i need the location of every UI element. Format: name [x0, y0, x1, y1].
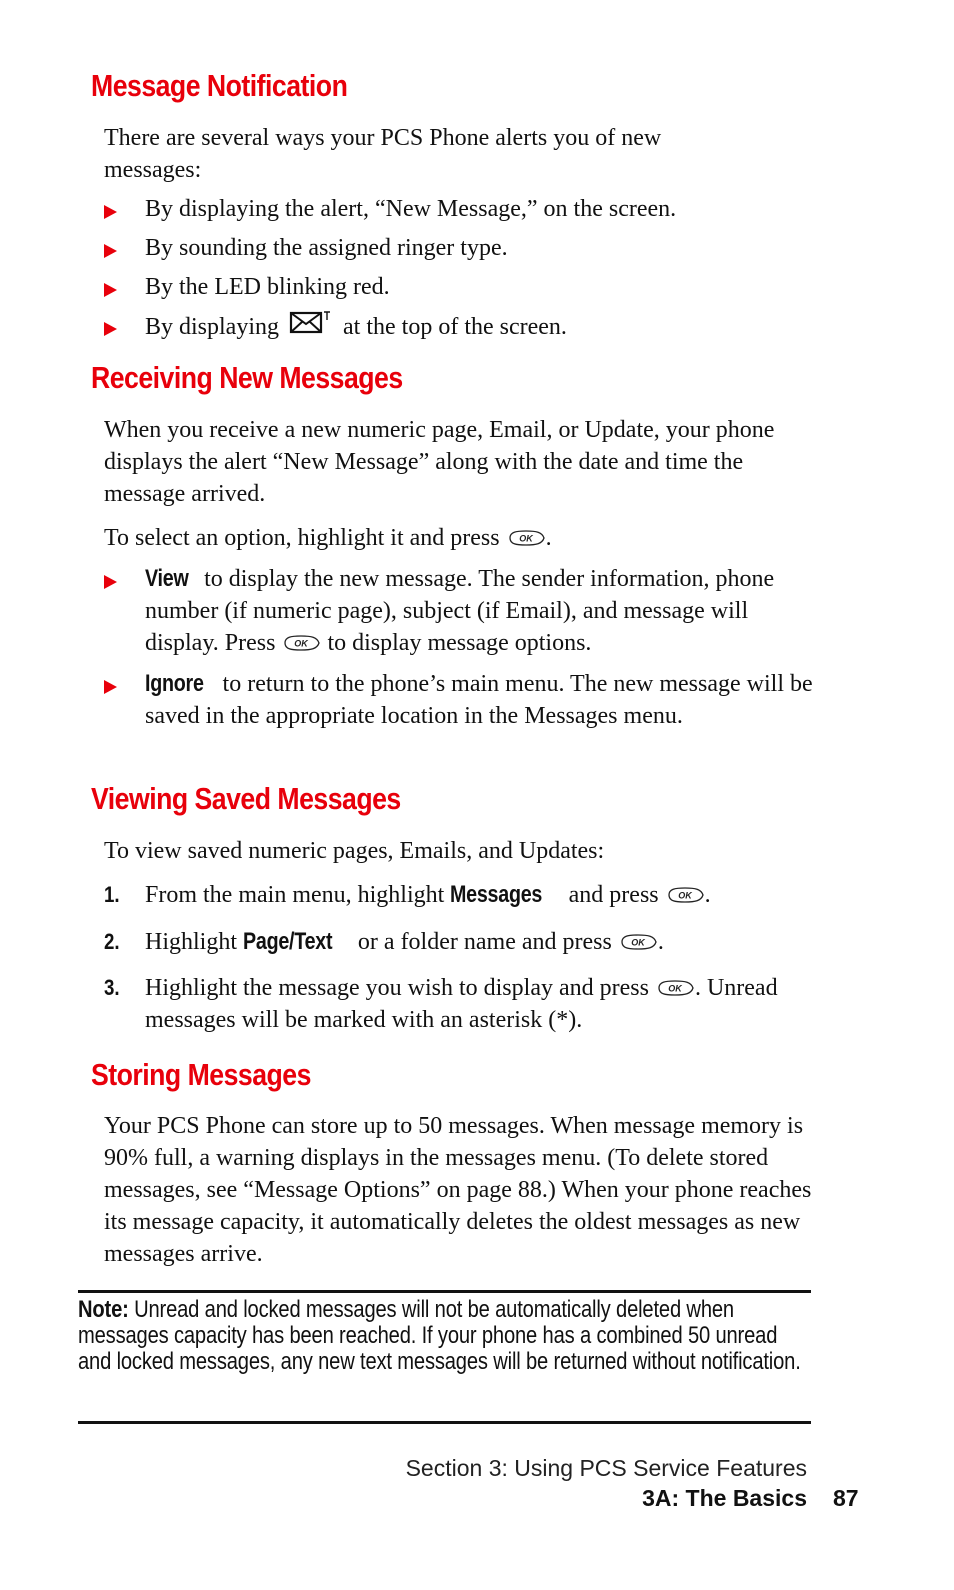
- footer-section: Section 3: Using PCS Service Features: [405, 1455, 807, 1481]
- bullet-icon: [104, 310, 134, 345]
- view-desc-end: to display message options.: [327, 630, 592, 656]
- note-divider-top: [78, 1290, 811, 1293]
- ignore-keyword: Ignore: [145, 670, 204, 697]
- ok-key-icon: [506, 529, 546, 547]
- svg-text:OK: OK: [668, 983, 682, 994]
- select-option-text: To select an option, highlight it and press: [104, 525, 500, 551]
- step-text: Highlight the message you wish to display and press OK . Unread messages will be marked with an asterisk (*).: [145, 975, 778, 1033]
- svg-text:OK: OK: [631, 937, 645, 948]
- bullet-icon: [104, 271, 134, 306]
- ok-key-icon: [655, 979, 695, 997]
- step-number: 2.: [104, 929, 120, 954]
- note-box: [78, 1297, 811, 1375]
- view-desc: to display the new message. The sender information, phone number (if numeric page), subject (if Email), and message will display. Press: [145, 566, 775, 656]
- bullet-icon: [104, 193, 134, 228]
- note-divider-bottom: [78, 1421, 811, 1424]
- heading-receiving-new-messages: Receiving New Messages: [91, 360, 403, 395]
- bullet-text: By the LED blinking red.: [145, 274, 390, 300]
- ok-key-icon: [665, 886, 705, 904]
- viewing-intro: To view saved numeric pages, Emails, and Updates:: [104, 838, 605, 864]
- ignore-desc: to return to the phone’s main menu. The new message will be saved in the appropriate location in the Messages menu.: [145, 671, 813, 729]
- ok-key-icon: [281, 634, 321, 652]
- step-number: 1.: [104, 882, 120, 907]
- bullet-text: [145, 310, 825, 343]
- bullet-text: By displaying the alert, “New Message,” on the screen.: [145, 196, 677, 222]
- receiving-para1: When you receive a new numeric page, Email, or Update, your phone displays the alert “New Message” along with the date and time the message arrived.: [104, 417, 775, 507]
- footer-chapter: 3A: The Basics: [642, 1485, 807, 1511]
- heading-viewing-saved-messages: Viewing Saved Messages: [91, 781, 401, 816]
- step-number: 3.: [104, 975, 120, 1000]
- heading-message-notification: Message Notification: [91, 68, 348, 103]
- ignore-option-text: [145, 668, 825, 732]
- step-text: Highlight Page/Text or a folder name and press OK .: [145, 926, 825, 958]
- note-label: Note:: [78, 1296, 129, 1323]
- unread-note: Unread messages will be marked with an asterisk (*).: [145, 975, 778, 1033]
- page-number: 87: [833, 1485, 859, 1511]
- note-text: Unread and locked messages will not be automatically deleted when messages capacity has been reached. If your phone has a combined 50 unread and locked messages, any new text messages will be returned without notification.: [78, 1296, 801, 1375]
- step-text: From the main menu, highlight Messages and press OK .: [145, 879, 825, 911]
- storing-para: Your PCS Phone can store up to 50 messages. When message memory is 90% full, a warning displays in the messages menu. (To delete stored messages, see “Message Options” on page 88.) When your phone reaches its message capacity, it automatically deletes the oldest messages as new messages arrive.: [104, 1113, 812, 1267]
- period: .: [545, 525, 552, 551]
- view-option-text: [145, 563, 825, 659]
- ok-key-icon: [618, 933, 658, 951]
- receiving-para2: [104, 522, 824, 554]
- messages-keyword: Messages: [450, 881, 543, 908]
- bullet-text: By sounding the assigned ringer type.: [145, 235, 508, 261]
- bullet4-post: at the top of the screen.: [343, 314, 567, 340]
- notification-intro: There are several ways your PCS Phone alerts you of new messages:: [104, 125, 662, 183]
- view-keyword: View: [145, 565, 189, 592]
- page-text-keyword: Page/Text: [243, 928, 333, 955]
- bullet-icon: [104, 668, 134, 703]
- envelope-icon: [289, 310, 333, 336]
- heading-storing-messages: Storing Messages: [91, 1057, 311, 1092]
- bullet-icon: [104, 563, 134, 598]
- svg-text:OK: OK: [294, 638, 309, 649]
- svg-text:OK: OK: [518, 533, 533, 544]
- bullet-icon: [104, 232, 134, 267]
- svg-text:OK: OK: [677, 890, 692, 901]
- bullet4-pre: By displaying: [145, 314, 280, 340]
